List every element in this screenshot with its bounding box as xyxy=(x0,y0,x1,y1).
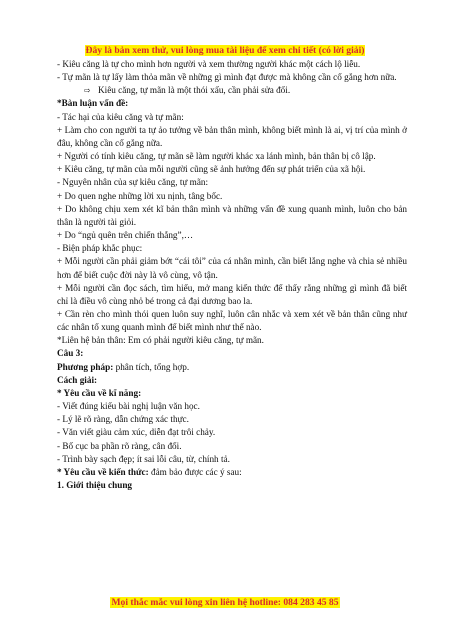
paragraph: - Viết đúng kiểu bài nghị luận văn học. xyxy=(57,401,200,412)
paragraph: *Liên hệ bản thân: Em có phải người kiêu căng, tự mãn. xyxy=(57,335,264,346)
document-body xyxy=(57,58,407,492)
question-heading: Câu 3: xyxy=(57,348,84,359)
paragraph: + Do “ngủ quên trên chiến thắng”,… xyxy=(57,230,194,241)
paragraph: + Mỗi người cần đọc sách, tìm hiểu, mở mang kiến thức để thấy rằng những gì mình đã biết chỉ là điều vô cùng nhỏ bé trong cả đại dương bao la. xyxy=(57,282,407,306)
paragraph: - Nguyên nhân của sự kiêu căng, tự mãn: xyxy=(57,177,209,188)
conclusion-line: ⇨ Kiêu căng, tự mãn là một thói xấu, cần phải sửa đổi. xyxy=(84,85,291,96)
paragraph: + Do không chịu xem xét kĩ bản thân mình và những vấn đề xung quanh mình, luôn cho bản thân là người tài giỏi. xyxy=(57,203,407,227)
paragraph: + Người có tính kiêu căng, tự mãn sẽ làm người khác xa lánh mình, bản thân bị cô lập. xyxy=(57,151,376,162)
paragraph: - Kiêu căng là tự cho mình hơn người và xem thường người khác một cách lộ liễu. xyxy=(57,59,361,69)
arrow-right-icon: ⇨ xyxy=(84,86,91,96)
method-line: Phương pháp: phân tích, tổng hợp. xyxy=(57,361,190,372)
skills-heading: * Yêu cầu về kĩ năng: xyxy=(57,387,142,398)
paragraph: - Lý lẽ rõ ràng, dẫn chứng xác thực. xyxy=(57,414,189,425)
paragraph: - Tự mãn là tự lấy làm thỏa mãn về những gì mình đạt được mà không cần cố gắng hơn nữa. xyxy=(57,72,397,83)
paragraph: + Cần rèn cho mình thói quen luôn suy nghĩ, luôn cân nhắc và xem xét về bản thân cũng như các nhân tố xung quanh mình để biết mình như thế nào. xyxy=(57,308,407,333)
intro-heading: 1. Giới thiệu chung xyxy=(57,480,133,490)
paragraph: + Mỗi người cần phải giảm bớt “cái tôi” của cá nhân mình, cần biết lắng nghe và chia sẻ nhiều hơn để biết cuộc đời này là vô cùng, vô tận. xyxy=(57,256,407,280)
paragraph: - Văn viết giàu cảm xúc, diễn đạt trôi chảy. xyxy=(57,427,216,438)
hotline-banner: Mọi thắc mắc vui lòng xin liên hệ hotline: 084 283 45 85 xyxy=(111,597,339,608)
section-heading: *Bàn luận vấn đề: xyxy=(57,98,129,109)
paragraph: - Biện pháp khắc phục: xyxy=(57,243,143,254)
paragraph: + Kiêu căng, tự mãn của mỗi người cũng sẽ ảnh hưởng đến sự phát triển của xã hội. xyxy=(57,164,366,175)
knowledge-line: * Yêu cầu về kiến thức: đảm bảo được các ý sau: xyxy=(57,466,242,477)
paragraph: + Do quen nghe những lời xu nịnh, tâng bốc. xyxy=(57,190,223,201)
paragraph: - Trình bày sạch đẹp; ít sai lỗi câu, từ, chính tả. xyxy=(57,453,230,464)
paragraph: - Tác hại của kiêu căng và tự mãn: xyxy=(57,111,184,122)
paragraph: - Bố cục ba phần rõ ràng, cân đối. xyxy=(57,440,182,451)
paragraph: + Làm cho con người ta tự ảo tưởng về bản thân mình, không biết mình là ai, vị trí của mình ở đâu, không cần cố gắng nữa. xyxy=(57,124,407,148)
preview-banner: Đây là bản xem thử, vui lòng mua tài liệu để xem chi tiết (có lời giải) xyxy=(85,45,365,56)
solution-heading: Cách giải: xyxy=(57,374,98,385)
